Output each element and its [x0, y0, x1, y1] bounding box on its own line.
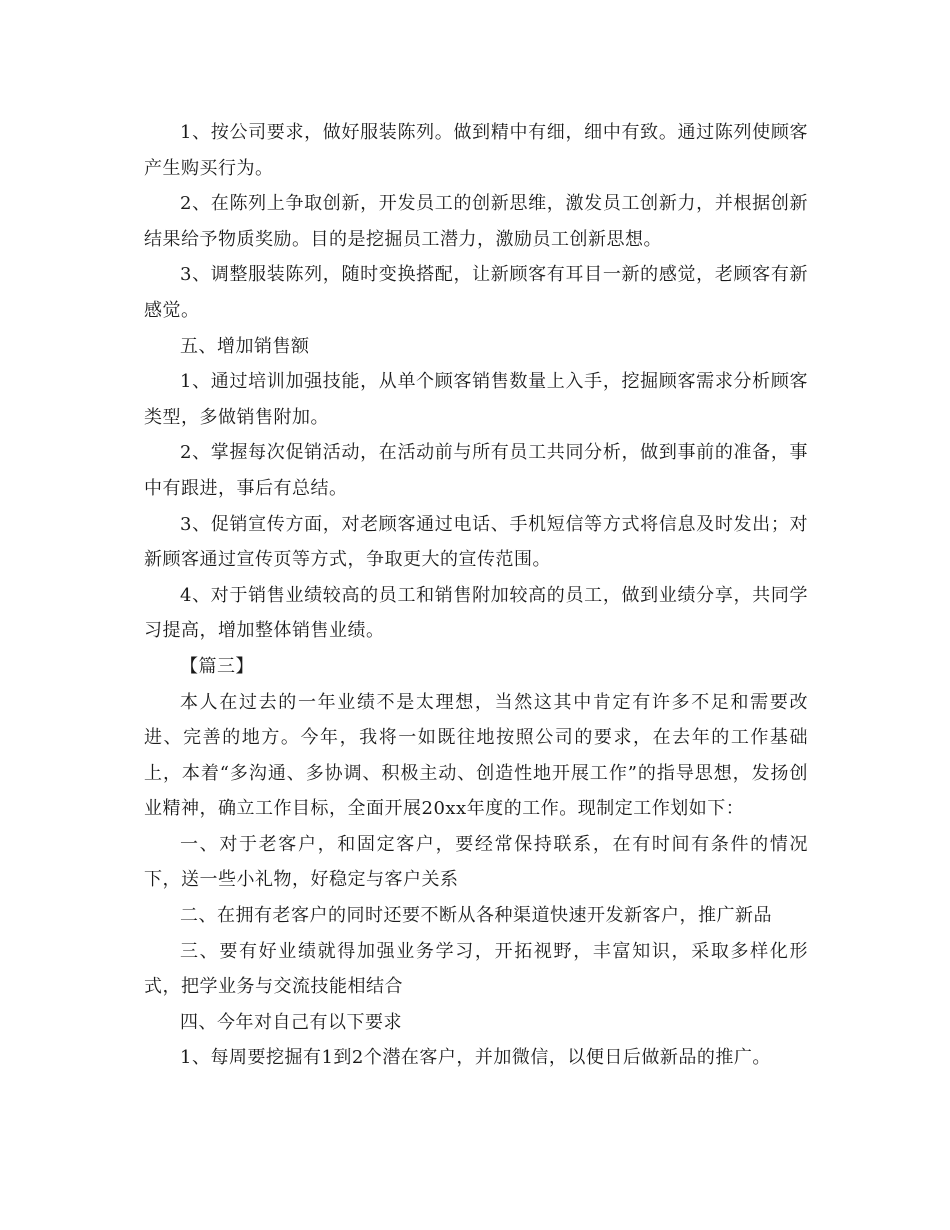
paragraph-sales-3: 3、促销宣传方面，对老顾客通过电话、手机短信等方式将信息及时发出；对新顾客通过宣传页等方式，争取更大的宣传范围。	[144, 513, 808, 571]
paragraph-display-2: 2、在陈列上争取创新，开发员工的创新思维，激发员工创新力，并根据创新结果给予物质奖励。目的是挖掘员工潜力，激励员工创新思想。	[144, 193, 808, 250]
paragraph-sales-1: 1、通过培训加强技能，从单个顾客销售数量上入手，挖掘顾客需求分析顾客类型，多做销售附加。	[144, 371, 808, 428]
paragraph-intro: 本人在过去的一年业绩不是太理想，当然这其中肯定有许多不足和需要改进、完善的地方。今年，我将一如既往地按照公司的要求，在去年的工作基础上，本着“多沟通、多协调、积极主动、创造性地开展工作”的指导思想，发扬创业精神，确立工作目标，全面开展20xx年度的工作。现制定工作划如下：	[144, 691, 808, 820]
paragraph-item-2: 二、在拥有老客户的同时还要不断从各种渠道快速开发新客户，推广新品	[180, 905, 772, 927]
paragraph-item-3: 三、要有好业绩就得加强业务学习，开拓视野，丰富知识，采取多样化形式，把学业务与交流技能相结合	[144, 940, 808, 998]
paragraph-sales-2: 2、掌握每次促销活动，在活动前与所有员工共同分析，做到事前的准备，事中有跟进，事后有总结。	[144, 442, 808, 499]
paragraph-requirement-1: 1、每周要挖掘有1到2个潜在客户，并加微信，以便日后做新品的推广。	[180, 1047, 771, 1069]
paragraph-item-1: 一、对于老客户，和固定客户，要经常保持联系，在有时间有条件的情况下，送一些小礼物，好稳定与客户关系	[144, 833, 808, 891]
section-heading-5: 五、增加销售额	[180, 335, 310, 357]
section-heading-requirements: 四、今年对自己有以下要求	[180, 1011, 402, 1033]
paragraph-display-1: 1、按公司要求，做好服装陈列。做到精中有细，细中有致。通过陈列使顾客产生购买行为。	[144, 122, 808, 179]
paragraph-sales-4: 4、对于销售业绩较高的员工和销售附加较高的员工，做到业绩分享，共同学习提高，增加整体销售业绩。	[144, 584, 808, 642]
document-body	[144, 115, 808, 1076]
paragraph-display-3: 3、调整服装陈列，随时变换搭配，让新顾客有耳目一新的感觉，老顾客有新感觉。	[144, 264, 808, 321]
chapter-heading-3: 【篇三】	[180, 655, 254, 677]
